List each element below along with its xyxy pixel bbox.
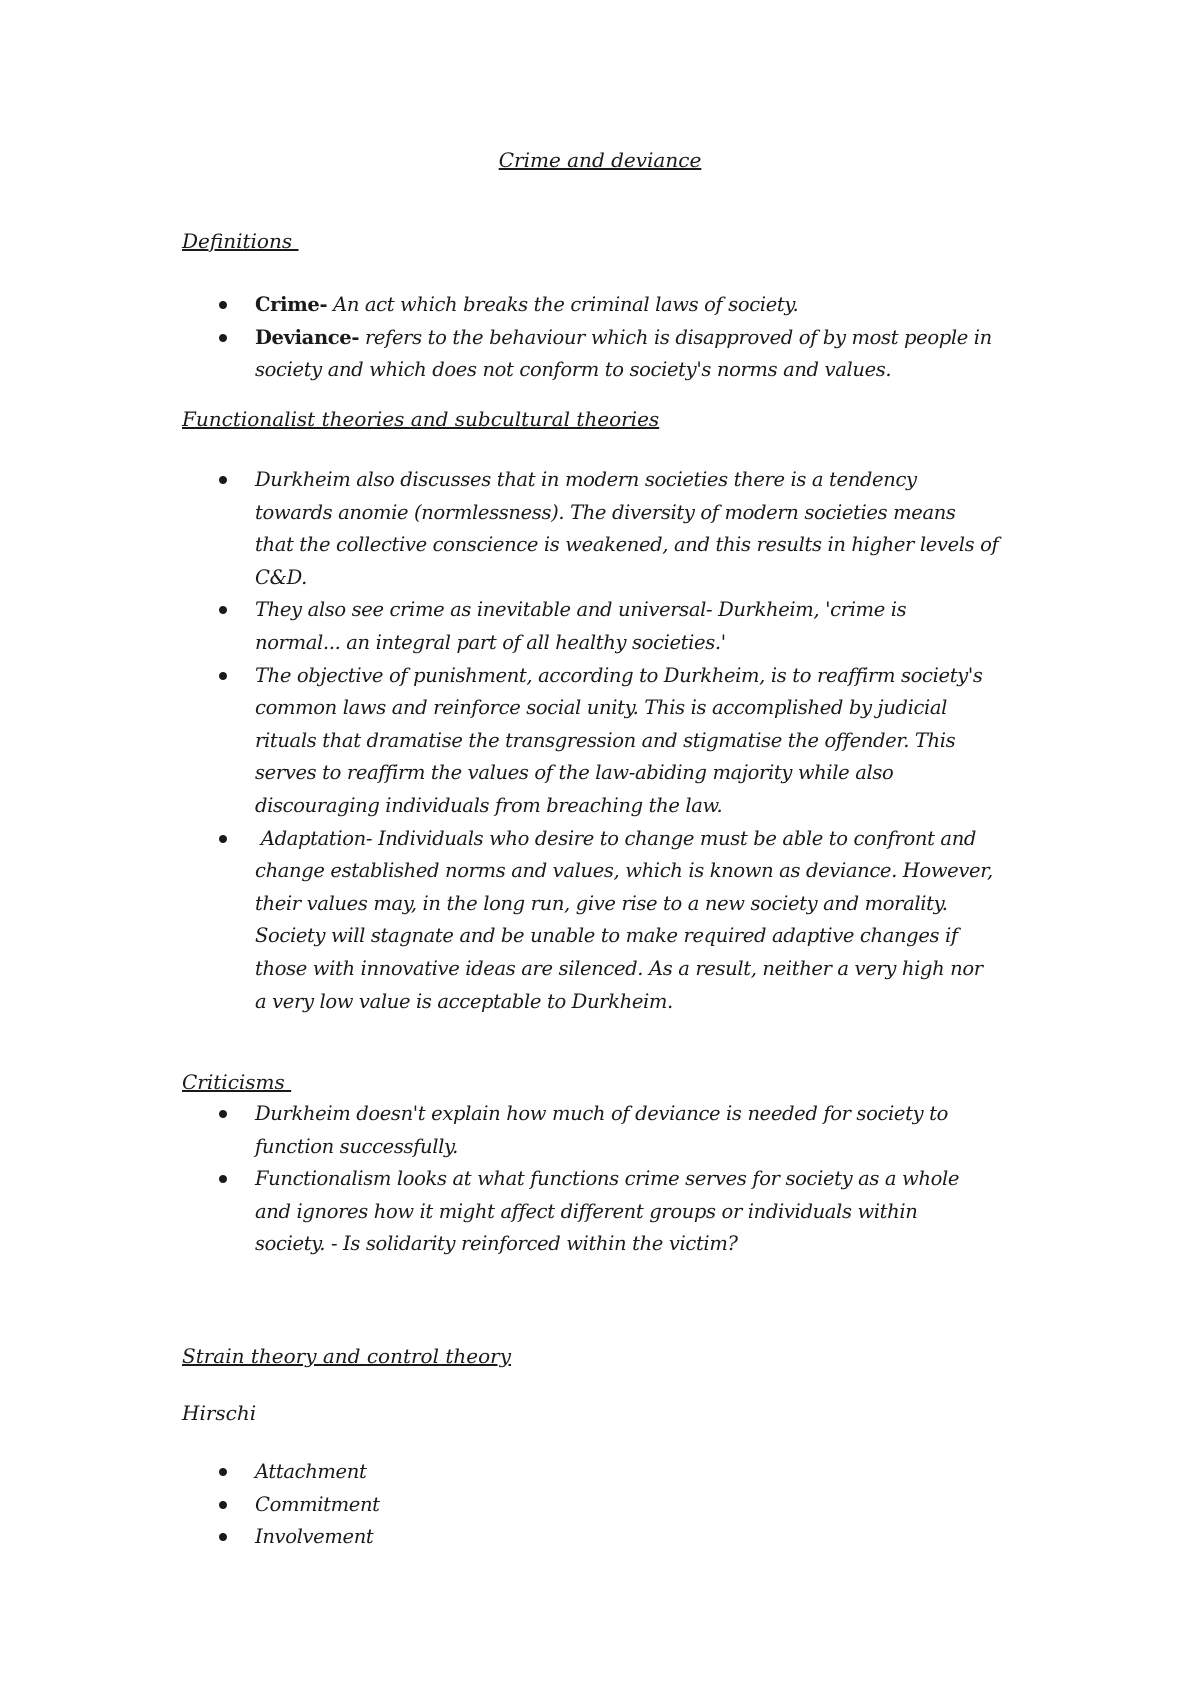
definition-text: refers to the behaviour which is disapproved of by most people in xyxy=(359,325,992,349)
subheading-hirschi: Hirschi xyxy=(182,1401,257,1425)
list-item: Durkheim also discusses that in modern societies there is a tendency towards anomie (normlessness). The diversity of modern societies means that the collective conscience is weakened, and this results in higher levels of C&D. xyxy=(182,464,1042,594)
definition-text: society and which does not conform to society's norms and values. xyxy=(255,358,892,382)
document-title: Crime and deviance xyxy=(498,148,702,172)
list-item: The objective of punishment, according to Durkheim, is to reaffirm society's common laws and reinforce social unity. This is accomplished by judicial rituals that dramatise the transgression and stigmatise the offender. This serves to reaffirm the values of the law-abiding majority while also discouraging individuals from breaching the law. xyxy=(182,660,1042,823)
list-item: Attachment xyxy=(182,1456,1042,1489)
hirschi-list xyxy=(182,1456,1042,1554)
list-item xyxy=(182,289,1042,322)
functionalist-list xyxy=(182,464,1042,1018)
section-heading-criticisms: Criticisms xyxy=(182,1070,292,1094)
list-item: They also see crime as inevitable and universal- Durkheim, 'crime is normal... an integral part of all healthy societies.' xyxy=(182,594,1042,659)
criticisms-list xyxy=(182,1098,1042,1261)
definition-term: Crime- xyxy=(255,293,328,316)
definition-text: An act which breaks the criminal laws of society. xyxy=(327,293,799,316)
definitions-list xyxy=(182,289,1042,387)
list-item: Durkheim doesn't explain how much of deviance is needed for society to function successfully. xyxy=(182,1098,1042,1163)
list-item: Commitment xyxy=(182,1489,1042,1522)
list-item: Adaptation- Individuals who desire to change must be able to confront and change established norms and values, which is known as deviance. However, their values may, in the long run, give rise to a new society and morality. Society will stagnate and be unable to make required adaptive changes if those with innovative ideas are silenced. As a result, neither a very high nor a very low value is acceptable to Durkheim. xyxy=(182,823,1042,1019)
list-item xyxy=(182,322,1042,387)
section-heading-strain-theory: Strain theory and control theory xyxy=(182,1344,512,1368)
definition-term: Deviance- xyxy=(255,325,360,349)
list-item: Functionalism looks at what functions crime serves for society as a whole and ignores how it might affect different groups or individuals within society. - Is solidarity reinforced within the victim? xyxy=(182,1163,1042,1261)
list-item: Involvement xyxy=(182,1521,1042,1554)
section-heading-functionalist: Functionalist theories and subcultural theories xyxy=(182,407,660,431)
section-heading-definitions: Definitions xyxy=(182,229,299,253)
